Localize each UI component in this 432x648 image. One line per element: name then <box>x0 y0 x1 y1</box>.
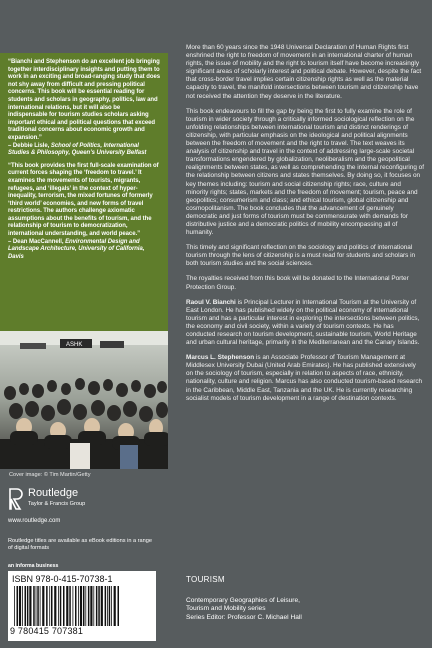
barcode-bar <box>114 586 116 626</box>
barcode-bar <box>96 586 98 626</box>
ebook-note: Routledge titles are available as eBook editions in a range of digital formats <box>8 538 152 551</box>
barcode-bar <box>73 586 74 626</box>
barcode-bar <box>60 586 62 626</box>
right-column <box>168 0 432 648</box>
endorsement-2-text: “This book provides the first full-scale examination of current forces shaping the ‘freedom to travel.’ It examines the movements of tourists, migrants, refugees, and ‘illegals’ in the context of hyper-inequality, terrorism, the mixed fortunes of formerly ‘third world’ economies, and new forms of travel restrictions. The authors challenge axiomatic assumptions about the benefits of tourism, and the relationship of tourism to democratization, international understanding, and world peace.” <box>8 162 159 238</box>
crowd-photo <box>0 331 168 469</box>
barcode-bar <box>46 586 48 626</box>
photo-sign-text: ASHK <box>66 342 83 348</box>
description-paragraph-2: This book endeavours to fill the gap by being the first to fully examine the role of tourism in wider society through a critically informed sociological reflection on the unfolding relationships between international tourism and distinct renderings of citizenship, with particular emphasis on the ideological and political alignments between the freedom of movement and the right to travel. The text weaves its analysis of citizenship and travel in the context of addressing large-scale societal transformations engendered by globalization, neoliberalism and the geopolitical realignments between states, as well as comprehending the internal reconfiguring of the relationship between citizens and states themselves. By doing so, it focuses on key themes including: tourism and social citizenship rights; race, culture and minority rights; states, markets and the freedom of movement; tourism, peace and geopolitics; consumerism and class; and ethical tourism, global citizenship and cosmopolitanism. The book concludes that the advancement of genuinely democratic and just forms of tourism must be commensurate with demands for distributive justice and a democratic politics of mobility encompassing all of humanity. <box>186 107 425 237</box>
barcode-bar <box>69 586 71 626</box>
crowd-photo-illustration <box>0 331 168 469</box>
barcode-bar <box>101 586 103 626</box>
series-editor: Series Editor: Professor C. Michael Hall <box>186 613 302 621</box>
description-text <box>186 44 424 410</box>
barcode-bar <box>109 586 111 626</box>
author-bio-bianchi-text: is Principal Lecturer in International Tourism at the University of East London. He has published widely on the political economy of international tourism and has a particular interest in exploring the intersections between politics, the economy and civil society, within a variety of tourism contexts. He has conducted research on tourism development, sustainable tourism, World Heritage and urban cultural heritage, primarily in the Mediterranean and the Canary Islands. <box>186 298 420 347</box>
endorsement-1-author: – Debbie Lisle, <box>8 142 50 149</box>
barcode-bar <box>118 586 120 626</box>
description-paragraph-3: This timely and significant reflection on the sociology and politics of international tourism through the lens of citizenship is a must read for students and scholars in both tourism studies and the social sciences. <box>186 244 416 268</box>
barcode-bar <box>29 586 31 626</box>
barcode-bar <box>90 586 92 626</box>
barcode-bar <box>111 586 112 626</box>
series-info <box>186 597 416 622</box>
subject-label: TOURISM <box>186 575 225 584</box>
barcode-bar <box>75 586 77 626</box>
endorsement-1 <box>8 59 161 158</box>
barcode-bar <box>36 586 37 626</box>
barcode-bar <box>58 586 59 626</box>
author-name-bianchi: Raoul V. Bianchi <box>186 298 236 306</box>
barcode-bar <box>83 586 85 626</box>
royalties-note: The royalties received from this book will be donated to the International Porter Protection Group. <box>186 275 409 291</box>
barcode-bar <box>80 586 82 626</box>
endorsement-2 <box>8 163 161 262</box>
barcode-bar <box>63 586 65 626</box>
author-bio-stephenson <box>186 354 424 403</box>
endorsement-1-text: “Bianchi and Stephenson do an excellent job bringing together interdisciplinary insights and putting them to work in an exciting and broad-ranging study that does not shy away from difficult and pressing political concerns. This book will be essential reading for students and scholars in geography, politics, law and international relations, but it will also be indispensable for tourism studies scholars asking important ethical and political questions that exceed traditional concerns about economic growth and expansion.” <box>8 59 161 141</box>
barcode-bar <box>40 586 41 626</box>
barcode-bar <box>42 586 44 626</box>
endorsement-2-affiliation: Environmental Design and Landscape Architecture, University of California, Davis <box>8 238 145 260</box>
barcode-bar <box>98 586 100 626</box>
publisher-brand <box>8 487 158 529</box>
publisher-name: Routledge <box>28 487 79 499</box>
barcode-digits: 9 780415 707381 <box>10 626 84 636</box>
description-paragraph-1: More than 60 years since the 1948 Universal Declaration of Human Rights first enshrined the right to freedom of movement in an international charter of human rights, the issue of mobility and the right to tourism itself have become increasingly significant areas of scholarly interest and political debate. However, despite the fact that cross-border travel implies certain citizenship rights as well as the material capacity to travel, the manifold intersections between tourism and citizenship have not received the attention they deserve in the literature. <box>186 44 422 100</box>
barcode-bar <box>25 586 27 626</box>
barcode-bar <box>14 586 15 626</box>
isbn-text: ISBN 978-0-415-70738-1 <box>12 574 113 584</box>
publisher-url: www.routledge.com <box>8 518 61 524</box>
author-bio-bianchi <box>186 299 424 348</box>
endorsement-2-author: – Dean MacCannell, <box>8 238 64 245</box>
endorsement-1-affiliation: School of Politics, International Studies & Philosophy, Queen’s University Belfast <box>8 142 147 157</box>
endorsements-panel <box>0 53 168 331</box>
barcode-bar <box>37 586 39 626</box>
left-column <box>0 0 168 648</box>
barcode-bar <box>105 586 107 626</box>
barcode-bar <box>88 586 90 626</box>
barcode-bar <box>49 586 50 626</box>
barcode-bar <box>78 586 79 626</box>
barcode-bar <box>66 586 68 626</box>
routledge-logo-icon <box>8 487 24 511</box>
barcode-bar <box>85 586 86 626</box>
barcode-bar <box>27 586 29 626</box>
barcode-bar <box>93 586 94 626</box>
author-name-stephenson: Marcus L. Stephenson <box>186 354 255 362</box>
barcode-bar <box>33 586 35 626</box>
barcode-bar <box>107 586 108 626</box>
publisher-subtitle: Taylor & Francis Group <box>28 501 86 507</box>
series-line-1: Contemporary Geographies of Leisure, <box>186 597 300 604</box>
barcode-bar <box>22 586 23 626</box>
barcode-bar <box>51 586 53 626</box>
barcode-bar <box>19 586 21 626</box>
barcode-bars <box>12 586 152 626</box>
barcode-bar <box>54 586 56 626</box>
author-bio-stephenson-text: is an Associate Professor of Tourism Management at Middlesex University Dubai (United Arab Emirates). He has published extensively on the sociology of tourism, especially in relation to aspects of race, ethnicity, nationality, culture and religion. Marcus has also conducted tourism-based research in the Caribbean, Middle East, Tanzania and the UK. He is currently researching socialist models of tourism development in a range of destination contexts. <box>186 354 423 402</box>
isbn-barcode <box>8 571 156 641</box>
informa-business-label: an informa business <box>8 563 59 569</box>
barcode-bar <box>17 586 19 626</box>
series-line-2: Tourism and Mobility series <box>186 605 266 613</box>
cover-image-credit: Cover image: © Tim Martin/Getty <box>9 472 91 478</box>
